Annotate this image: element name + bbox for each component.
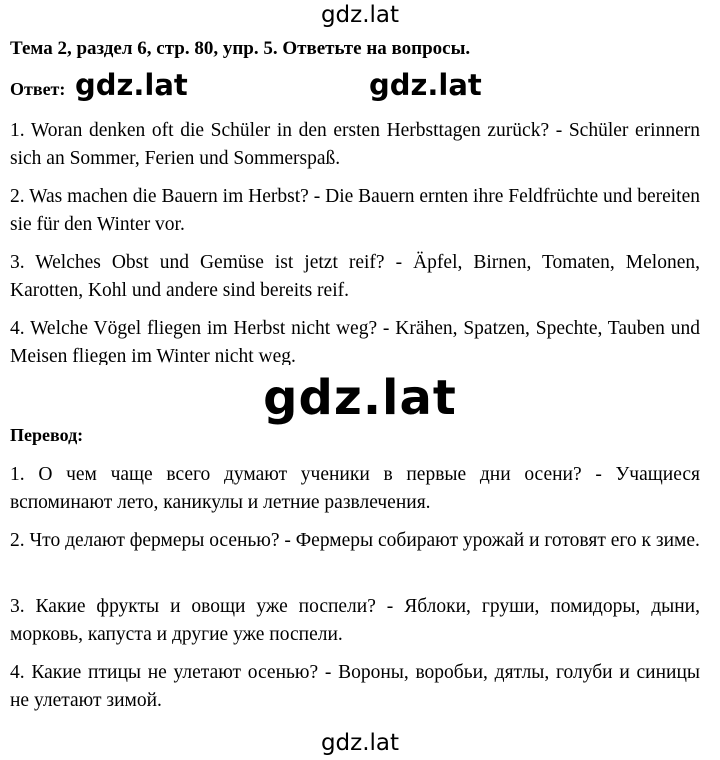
watermark-top: gdz.lat	[320, 2, 400, 28]
translation-2: 2. Что делают фермеры осенью? - Фермеры собирают урожай и готовят его к зиме.	[10, 530, 700, 551]
translation-4: 4. Какие птицы не улетают осенью? - Вороны, воробьи, дятлы, голуби и синицы не улетают зимой.	[10, 662, 700, 711]
answer-3: 3. Welches Obst und Gemüse ist jetzt reif? - Äpfel, Birnen, Tomaten, Melonen, Karotten, Kohl und andere sind bereits reif.	[10, 252, 700, 301]
answer-4: 4. Welche Vögel fliegen im Herbst nicht weg? - Krähen, Spatzen, Spechte, Tauben und Meisen fliegen im Winter nicht weg.	[10, 318, 700, 365]
watermark-answer-right: gdz.lat	[369, 68, 482, 102]
watermark-center: gdz.lat	[263, 370, 457, 426]
answer-2: 2. Was machen die Bauern im Herbst? - Die Bauern ernten ihre Feldfrüchte und bereiten sie für den Winter vor.	[10, 186, 700, 235]
watermark-answer-left: gdz.lat	[75, 68, 188, 102]
translation-1: 1. О чем чаще всего думают ученики в первые дни осени? - Учащиеся вспоминают лето, каникулы и летние развлечения.	[10, 464, 700, 513]
answer-label: Ответ:	[10, 79, 66, 99]
translation-label: Перевод:	[10, 425, 84, 445]
translation-3: 3. Какие фрукты и овощи уже поспели? - Яблоки, груши, помидоры, дыни, морковь, капуста и другие уже поспели.	[10, 596, 700, 645]
answer-1: 1. Woran denken oft die Schüler in den ersten Herbsttagen zurück? - Schüler erinnern sich an Sommer, Ferien und Sommerspaß.	[10, 120, 700, 169]
watermark-bottom: gdz.lat	[320, 730, 400, 756]
task-heading: Тема 2, раздел 6, стр. 80, упр. 5. Ответьте на вопросы.	[10, 38, 471, 59]
